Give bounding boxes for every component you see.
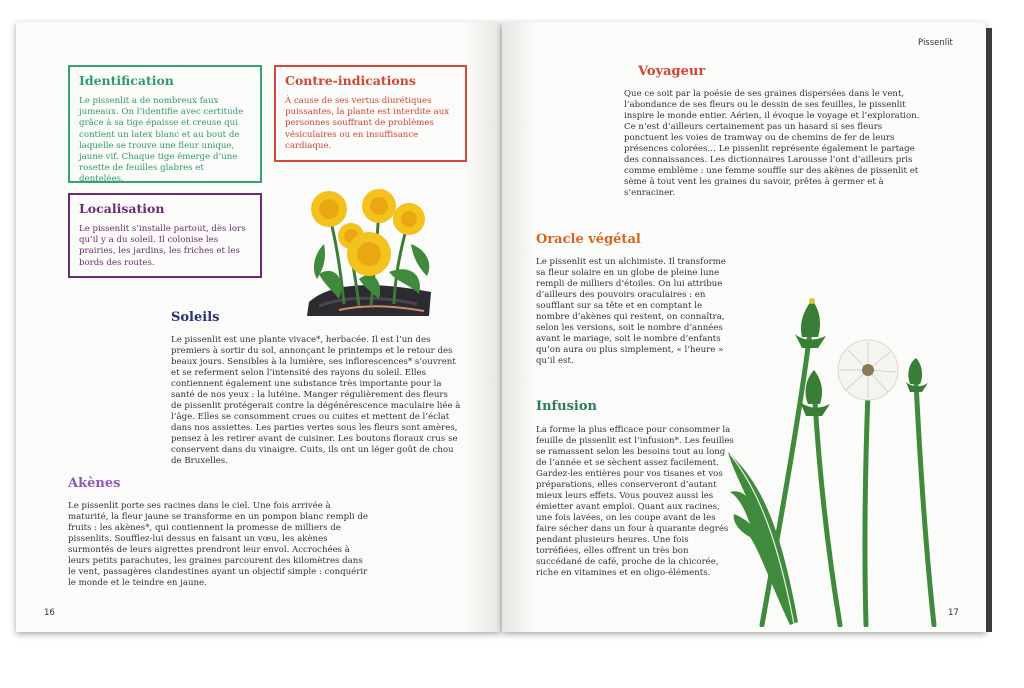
- left-page: [16, 22, 500, 632]
- soleils-text: Le pissenlit est une plante vivace*, herbacée. Il est l’un des premiers à sortir du sol, annonçant le printemps et le retour des beaux jours. Sensibles à la lumière, ses inflorescences* s’ouvrent et se referment selon l’intensité des rayons du soleil. Elles contiennent également une substance très importante pour la santé de nos yeux : la lutéine. Manger régulièrement des fleurs de pissenlit protégerait contre la dégénérescence maculaire liée à l’âge. Elles se consomment crues ou cuites et mettent de l’éclat dans nos assiettes. Les parties vertes sous les fleurs sont amères, pensez à les retirer avant de cuisiner. Les boutons floraux crus se conservent dans du vinaigre. Cuits, ils ont un léger goût de chou de Bruxelles.: [171, 335, 461, 466]
- identification-box: [68, 65, 262, 183]
- oracle-vegetal-title: Oracle végétal: [536, 232, 641, 247]
- voyageur-title: Voyageur: [638, 64, 706, 79]
- identification-title: Identification: [79, 73, 174, 88]
- open-book: [16, 22, 986, 632]
- identification-text: Le pissenlit a de nombreux faux jumeaux. On l’identifie avec certitude grâce à sa tige épaisse et creuse qui contient un latex blanc et au bout de laquelle se trouve une fleur unique, jaune vif. Chaque tige émerge d’une rosette de feuilles glabres et dentelées.: [79, 96, 244, 185]
- running-head: Pissenlit: [918, 38, 953, 48]
- dandelion-flowers-illustration: [299, 184, 439, 319]
- contre-indications-text: À cause de ses vertus diurétiques puissantes, la plante est interdite aux personnes souffrant de problèmes vésiculaires ou en insuffisance cardiaque.: [285, 96, 450, 151]
- contre-indications-box: [274, 65, 467, 162]
- akenes-text: Le pissenlit porte ses racines dans le ciel. Une fois arrivée à maturité, la fleur jaune se transforme en un pompon blanc rempli de fruits : les akènes*, qui contiennent la promesse de milliers de pissenlits. Soufflez-lui dessus en faisant un vœu, les akènes surmontés de leurs aigrettes prendront leur envol. Accrochées à leurs petits parachutes, les graines parcourent des kilomètres dans le vent, passagères clandestines ayant un objectif simple : conquérir le monde et le teindre en jaune.: [68, 501, 368, 588]
- localisation-box: [68, 193, 262, 278]
- soleils-title: Soleils: [171, 310, 220, 325]
- contre-indications-title: Contre-indications: [285, 73, 416, 88]
- page-number-left: 16: [44, 608, 55, 618]
- localisation-title: Localisation: [79, 201, 165, 216]
- akenes-title: Akènes: [68, 476, 121, 491]
- localisation-text: Le pissenlit s’installe partout, dès lors qu’il y a du soleil. Il colonise les prairies, les jardins, les friches et les bords des routes.: [79, 224, 246, 268]
- voyageur-text: Que ce soit par la poésie de ses graines dispersées dans le vent, l’abondance de ses fleurs ou le dessin de ses feuilles, le pissenlit inspire le monde entier. Aérien, il évoque le voyage et l’exploration. Ce n’est d’ailleurs certainement pas un hasard si ses fleurs ponctuent les voies de tramway ou de chemins de fer de leurs présences colorées… Le pissenlit représente également le partage des connaissances. Les dictionnaires Larousse l’ont d’ailleurs pris comme emblème : une femme souffle sur des akènes de pissenlit et sème à tout vent les graines du savoir, prêtes à germer et à s’enraciner.: [624, 89, 920, 198]
- infusion-title: Infusion: [536, 399, 597, 414]
- right-page: [502, 22, 986, 632]
- page-number-right: 17: [948, 608, 959, 618]
- dandelion-stems-illustration: [720, 292, 960, 627]
- oracle-vegetal-text: Le pissenlit est un alchimiste. Il transforme sa fleur solaire en un globe de pleine lune rempli de milliers d’étoiles. On lui attribue d’ailleurs des pouvoirs oraculaires : en soufflant sur sa tête et en comptant le nombre d’akènes qui restent, on connaîtra, selon les versions, soit le nombre d’années avant le mariage, soit le nombre d’enfants qu’on aura ou plus simplement, « l’heure » qu’il est.: [536, 257, 726, 366]
- infusion-text: La forme la plus efficace pour consommer la feuille de pissenlit est l’infusion*. Les feuilles se ramassent selon les besoins tout au long de l’année et se sèchent assez facilement. Gardez-les entières pour vos tisanes et vos préparations, elles conserveront d’autant mieux leurs effets. Vous pouvez aussi les émietter avant emploi. Quant aux racines, une fois lavées, on les coupe avant de les faire sécher dans un four à quarante degrés pendant plusieurs heures. Une fois torréfiées, elles offrent un très bon succédané de café, proche de la chicorée, riche en vitamines et en oligo-éléments.: [536, 425, 734, 578]
